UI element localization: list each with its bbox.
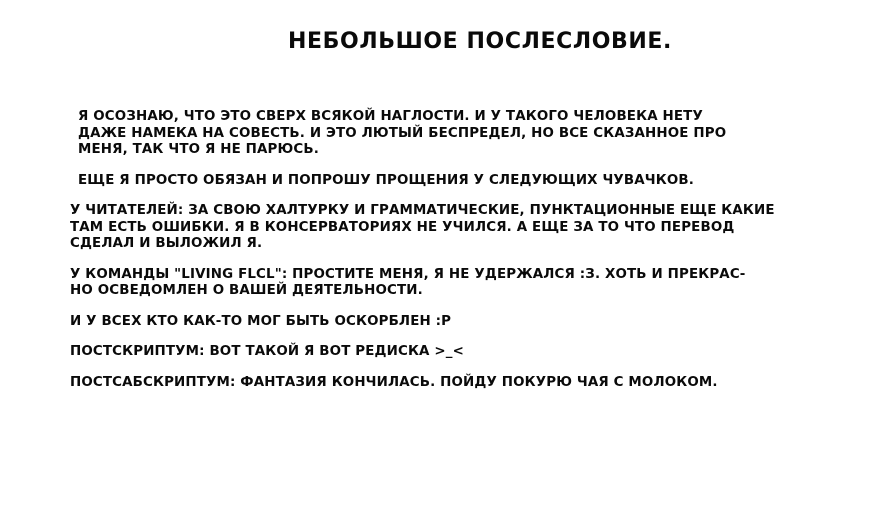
paragraph-apology xyxy=(70,173,860,190)
afterword-text xyxy=(70,109,860,405)
paragraph-postscript xyxy=(70,344,860,361)
text-line: МЕНЯ, ТАК ЧТО Я НЕ ПАРЮСЬ. xyxy=(78,142,319,157)
text-line: У ЧИТАТЕЛЕЙ: ЗА СВОЮ ХАЛТУРКУ И ГРАММАТИЧЕСКИЕ, ПУНКТАЦИОННЫЕ ЕЩЕ КАКИЕ xyxy=(70,203,775,218)
text-line: ЕЩЕ Я ПРОСТО ОБЯЗАН И ПОПРОШУ ПРОЩЕНИЯ У СЛЕДУЮЩИХ ЧУВАЧКОВ. xyxy=(78,172,694,188)
text-line: ПОСТСАБСКРИПТУМ: ФАНТАЗИЯ КОНЧИЛАСЬ. ПОЙДУ ПОКУРЮ ЧАЯ С МОЛОКОМ. xyxy=(70,374,718,390)
paragraph-everyone xyxy=(70,314,860,331)
paragraph-team xyxy=(70,267,860,300)
text-line: СДЕЛАЛ И ВЫЛОЖИЛ Я. xyxy=(70,236,263,251)
paragraph-readers xyxy=(70,203,860,253)
text-line: И У ВСЕХ КТО КАК-ТО МОГ БЫТЬ ОСКОРБЛЕН :Р xyxy=(70,313,452,329)
text-line: ТАМ ЕСТЬ ОШИБКИ. Я В КОНСЕРВАТОРИЯХ НЕ УЧИЛСЯ. А ЕЩЕ ЗА ТО ЧТО ПЕРЕВОД xyxy=(70,219,735,235)
text-line: ДАЖЕ НАМЕКА НА СОВЕСТЬ. И ЭТО ЛЮТЫЙ БЕСПРЕДЕЛ, НО ВСЕ СКАЗАННОЕ ПРО xyxy=(78,125,727,141)
paragraph-post-subscript xyxy=(70,375,860,392)
page-title: НЕБОЛЬШОЕ ПОСЛЕСЛОВИЕ. xyxy=(288,29,672,54)
text-line: Я ОСОЗНАЮ, ЧТО ЭТО СВЕРХ ВСЯКОЙ НАГЛОСТИ. И У ТАКОГО ЧЕЛОВЕКА НЕТУ xyxy=(78,109,703,124)
text-line: НО ОСВЕДОМЛЕН О ВАШЕЙ ДЕЯТЕЛЬНОСТИ. xyxy=(70,283,423,298)
text-line: У КОМАНДЫ "LIVING FLCL": ПРОСТИТЕ МЕНЯ, Я НЕ УДЕРЖАЛСЯ :З. ХОТЬ И ПРЕКРАС- xyxy=(70,266,746,282)
text-line: ПОСТСКРИПТУМ: ВОТ ТАКОЙ Я ВОТ РЕДИСКА >_< xyxy=(70,344,464,359)
paragraph-intro xyxy=(70,109,860,159)
